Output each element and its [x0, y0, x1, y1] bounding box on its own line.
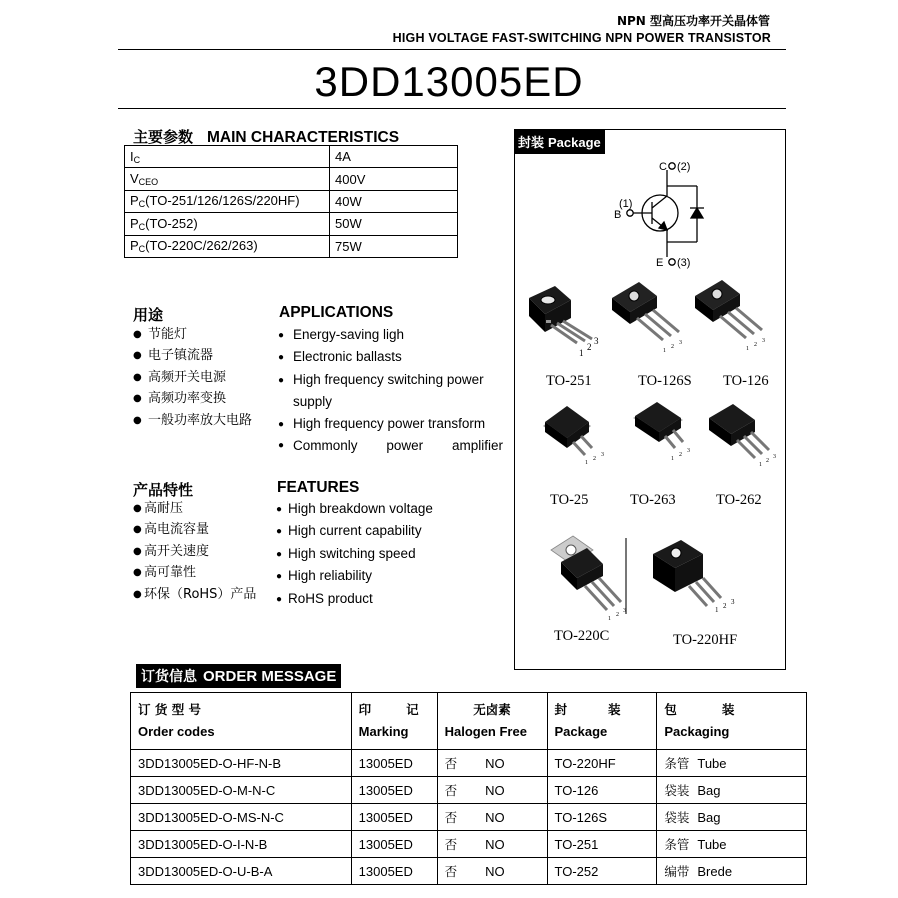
svg-text:2: 2 [766, 458, 769, 464]
to-126-package-icon [695, 280, 762, 338]
package-cell: TO-126 [547, 777, 657, 804]
applications-list-en [278, 324, 503, 456]
param-cell: $P_C(TO-251/126/126S/220HF)$ [125, 190, 330, 212]
part-number-title: 3DD13005ED [314, 58, 584, 105]
main-characteristics-heading [133, 126, 399, 147]
value-cell: 400V [330, 168, 458, 190]
list-item: ● 高可靠性 [133, 565, 197, 581]
list-item: ● High switching speed [276, 545, 416, 561]
svg-text:1: 1 [759, 462, 762, 468]
halogen-cell: 否 NO [437, 804, 547, 831]
table-row [125, 168, 458, 190]
param-cell: $P_C(TO-220C/262/263)$ [125, 235, 330, 257]
list-item: ● 环保（RoHS）产品 [133, 586, 257, 602]
list-item: supply [293, 394, 333, 410]
svg-text:2: 2 [723, 602, 727, 610]
list-item: ● Commonly power amplifier [278, 438, 503, 454]
table-row [125, 213, 458, 235]
order-code-cell: 3DD13005ED-O-U-B-A [131, 858, 352, 885]
halogen-cell: 否 NO [437, 777, 547, 804]
marking-cell: 13005ED [351, 777, 437, 804]
transistor-schematic-icon [627, 163, 704, 265]
pin-c-label: C [659, 161, 667, 173]
list-item: ● High breakdown voltage [276, 501, 433, 516]
svg-text:2: 2 [587, 342, 592, 352]
halogen-cell: 否 NO [437, 750, 547, 777]
order-table [130, 692, 807, 885]
svg-text:2: 2 [593, 456, 596, 462]
svg-text:1: 1 [585, 460, 588, 466]
table-row [125, 146, 458, 168]
packaging-cell: 袋装 Bag [657, 777, 807, 804]
table-row [131, 858, 807, 885]
header-order-codes: 订 货 型 号 Order codes [131, 693, 352, 750]
halogen-cell: 否 NO [437, 831, 547, 858]
svg-text:3: 3 [623, 608, 626, 614]
packaging-cell: 袋装 Bag [657, 804, 807, 831]
packaging-cell: 条管 Tube [657, 750, 807, 777]
package-name-to-126s: TO-126S [638, 373, 692, 389]
list-item: ● Energy-saving ligh [278, 327, 405, 342]
to-262-package-icon [709, 404, 769, 458]
list-item: ● 电子镇流器 [133, 348, 214, 364]
svg-text:1: 1 [746, 346, 749, 352]
marking-cell: 13005ED [351, 858, 437, 885]
halogen-cell: 否 NO [437, 858, 547, 885]
svg-text:3: 3 [731, 598, 735, 606]
package-cell: TO-252 [547, 858, 657, 885]
main-characteristics-title-en: MAIN CHARACTERISTICS [207, 129, 400, 146]
list-item: ● 高频功率变换 [133, 391, 227, 407]
header-packaging: 包 装 Packaging [657, 693, 807, 750]
svg-text:1: 1 [663, 348, 666, 354]
order-message-heading: 订货信息 ORDER MESSAGE [136, 664, 341, 688]
svg-text:3: 3 [594, 336, 599, 346]
packaging-cell: 编带 Brede [657, 858, 807, 885]
list-item: ● High frequency power transform [278, 415, 486, 431]
table-row [125, 190, 458, 212]
to-126s-package-icon [612, 282, 679, 340]
value-cell: 40W [330, 190, 458, 212]
table-row [131, 750, 807, 777]
svg-text:3: 3 [687, 448, 690, 454]
package-name-to-220hf: TO-220HF [673, 632, 738, 648]
list-item: ● High reliability [276, 568, 373, 584]
package-heading: 封装 Package [515, 130, 605, 154]
package-name-to-126: TO-126 [723, 373, 769, 389]
svg-text:1: 1 [579, 348, 584, 358]
order-code-cell: 3DD13005ED-O-MS-N-C [131, 804, 352, 831]
package-name-to-263: TO-263 [630, 492, 676, 508]
packaging-cell: 条管 Tube [657, 831, 807, 858]
package-drawings [515, 130, 787, 671]
order-code-cell: 3DD13005ED-O-I-N-B [131, 831, 352, 858]
param-cell: $V_{CEO}$ [125, 168, 330, 190]
list-item: ● 一般功率放大电路 [133, 412, 253, 428]
svg-text:3: 3 [773, 454, 776, 460]
main-characteristics-title-cn: 主要参数 [133, 128, 194, 146]
marking-cell: 13005ED [351, 804, 437, 831]
list-item: ● High current capability [276, 523, 422, 539]
order-code-cell: 3DD13005ED-O-HF-N-B [131, 750, 352, 777]
svg-text:1: 1 [715, 606, 719, 614]
header-marking: 印 记 Marking [351, 693, 437, 750]
package-name-to-251: TO-251 [546, 373, 592, 389]
list-item: ● Electronic ballasts [278, 349, 402, 365]
package-panel [514, 129, 786, 670]
to-263-package-icon [633, 402, 683, 448]
header-en-title: HIGH VOLTAGE FAST-SWITCHING NPN POWER TRANSISTOR [392, 31, 771, 45]
to-220c-package-icon [551, 536, 621, 610]
list-item: ● 高频开关电源 [133, 369, 227, 385]
list-item: ● 节能灯 [133, 327, 188, 342]
list-item: ● 高耐压 [133, 501, 184, 516]
svg-text:3: 3 [601, 452, 604, 458]
to-251-package-icon [529, 286, 592, 343]
header-package: 封 装 Package [547, 693, 657, 750]
features-title-cn: 产品特性 [133, 481, 194, 499]
features-list-en [276, 498, 433, 610]
svg-text:2: 2 [679, 452, 682, 458]
value-cell: 75W [330, 235, 458, 257]
applications-title-en: APPLICATIONS [279, 304, 394, 321]
svg-text:3: 3 [762, 338, 765, 344]
applications-title-cn: 用途 [133, 306, 164, 324]
pin-b-label: B [614, 209, 622, 221]
to-25-package-icon [543, 406, 592, 455]
value-cell: 50W [330, 213, 458, 235]
features-list-cn [133, 498, 256, 605]
svg-text:2: 2 [671, 344, 674, 350]
table-row [131, 804, 807, 831]
table-row [125, 235, 458, 257]
list-item: ● RoHS product [276, 590, 373, 606]
header-halogen-free: 无卤素 Halogen Free [437, 693, 547, 750]
value-cell: 4A [330, 146, 458, 168]
svg-text:2: 2 [616, 612, 619, 618]
marking-cell: 13005ED [351, 831, 437, 858]
list-item: ● High frequency switching power [278, 371, 484, 387]
param-cell: $I_C$ [125, 146, 330, 168]
package-name-to-220c: TO-220C [554, 628, 610, 644]
pin-c-number: (2) [677, 161, 691, 173]
package-cell: TO-126S [547, 804, 657, 831]
svg-text:1: 1 [671, 456, 674, 462]
list-item: ● 高开关速度 [133, 543, 210, 559]
param-cell: $P_C(TO-252)$ [125, 213, 330, 235]
marking-cell: 13005ED [351, 750, 437, 777]
svg-text:3: 3 [679, 340, 682, 346]
pin-b-number: (1) [619, 198, 633, 210]
package-cell: TO-220HF [547, 750, 657, 777]
to-220hf-package-icon [653, 540, 721, 606]
order-code-cell: 3DD13005ED-O-M-N-C [131, 777, 352, 804]
list-item: ● 高电流容量 [133, 522, 210, 538]
header-cn-title: NPN 型高压功率开关晶体管 [616, 14, 770, 28]
package-name-to-25: TO-25 [550, 492, 589, 508]
package-cell: TO-251 [547, 831, 657, 858]
header-rule-top [118, 49, 786, 50]
header-rule-bottom [118, 108, 786, 109]
svg-text:2: 2 [754, 342, 757, 348]
features-title-en: FEATURES [277, 479, 360, 496]
pin-e-number: (3) [677, 257, 691, 269]
table-header-row [131, 693, 807, 750]
main-characteristics-table [124, 145, 458, 258]
package-name-to-262: TO-262 [716, 492, 762, 508]
table-row [131, 831, 807, 858]
pin-e-label: E [656, 257, 664, 269]
applications-list-cn [133, 324, 252, 431]
table-row [131, 777, 807, 804]
svg-text:1: 1 [608, 616, 611, 622]
